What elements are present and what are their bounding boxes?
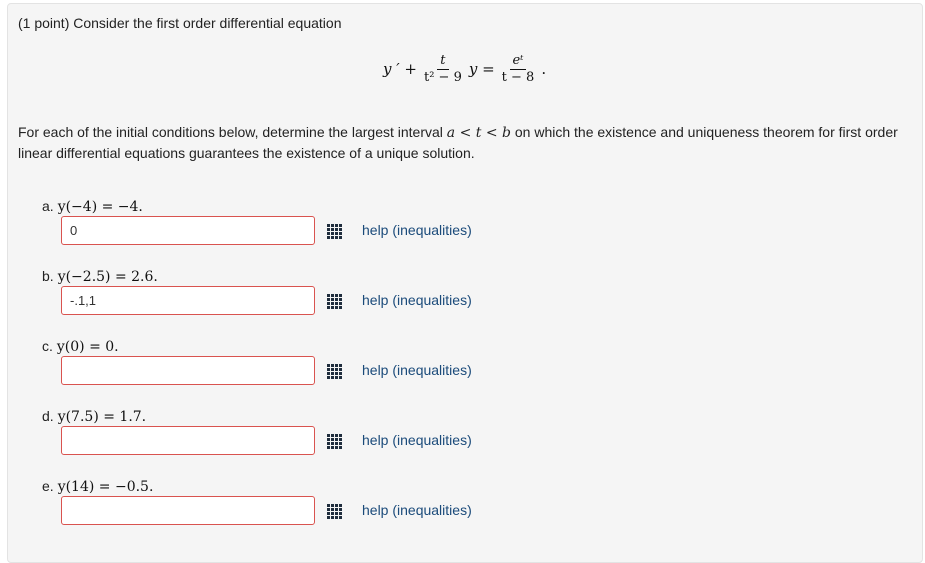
equation-lhs-start: y ′ + (383, 60, 417, 78)
help-inequalities-link-b[interactable]: help (inequalities) (362, 292, 472, 308)
help-inequalities-link-e[interactable]: help (inequalities) (362, 502, 472, 518)
grid-icon[interactable] (326, 293, 342, 309)
fraction-2-denominator: t − 8 (501, 69, 535, 85)
fraction-2-numerator: eᵗ (510, 53, 527, 70)
help-inequalities-link-a[interactable]: help (inequalities) (362, 222, 472, 238)
initial-condition: y(14) = −0.5. (57, 479, 154, 495)
part-b-label (42, 268, 158, 285)
part-letter: c. (42, 338, 53, 354)
grid-icon[interactable] (326, 363, 342, 379)
answer-input-d[interactable] (61, 426, 315, 455)
grid-icon[interactable] (326, 433, 342, 449)
fraction-1-numerator: t (437, 53, 448, 70)
part-letter: e. (42, 478, 54, 494)
initial-condition: y(0) = 0. (56, 339, 119, 355)
equation-fraction-2 (499, 53, 538, 86)
part-letter: b. (42, 268, 54, 284)
answer-input-e[interactable] (61, 496, 315, 525)
equation-fraction-1 (421, 53, 465, 86)
instructions (18, 122, 913, 163)
differential-equation (383, 48, 546, 90)
problem-intro: (1 point) Consider the first order differential equation (18, 15, 342, 31)
equation-end: . (541, 60, 547, 78)
fraction-1-denominator: t² − 9 (423, 69, 462, 85)
initial-condition: y(7.5) = 1.7. (57, 409, 147, 425)
part-a-label (42, 198, 143, 215)
help-inequalities-link-c[interactable]: help (inequalities) (362, 362, 472, 378)
part-d-label (42, 408, 146, 425)
instructions-interval: a < t < b (446, 125, 511, 141)
answer-input-b[interactable] (61, 286, 315, 315)
part-e-label (42, 478, 153, 495)
part-letter: d. (42, 408, 54, 424)
part-letter: a. (42, 198, 54, 214)
initial-condition: y(−4) = −4. (57, 199, 143, 215)
instructions-before: For each of the initial conditions below, determine the largest interval (18, 124, 447, 140)
answer-input-a[interactable] (61, 216, 315, 245)
equation-mid: y = (468, 60, 495, 78)
instructions-after: on which the existence and uniqueness theorem for first order linear differential equations guarantees the existence of a unique solution. (18, 124, 898, 161)
grid-icon[interactable] (326, 503, 342, 519)
grid-icon[interactable] (326, 223, 342, 239)
initial-condition: y(−2.5) = 2.6. (57, 269, 158, 285)
part-c-label (42, 338, 119, 355)
help-inequalities-link-d[interactable]: help (inequalities) (362, 432, 472, 448)
answer-input-c[interactable] (61, 356, 315, 385)
